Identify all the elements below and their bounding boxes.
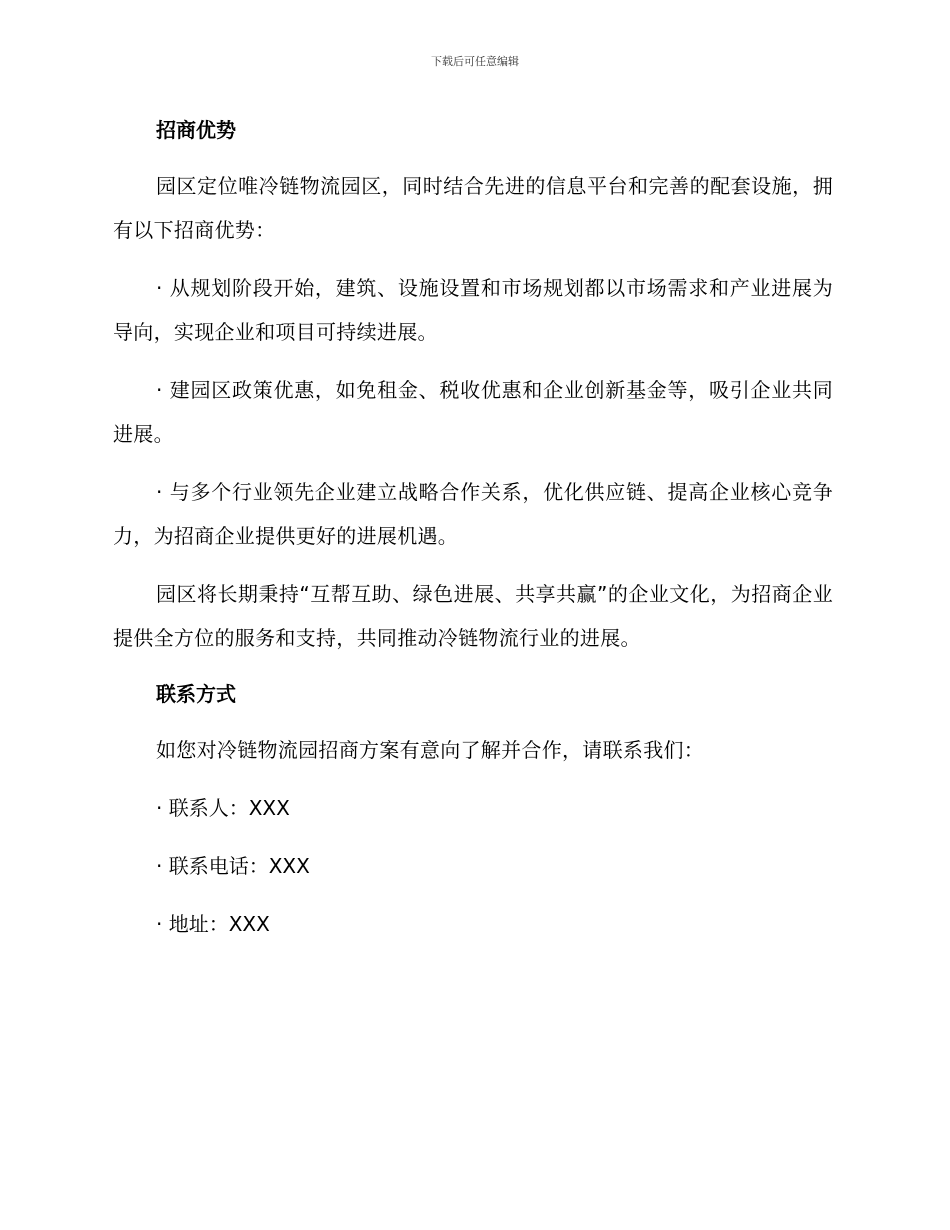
document-body xyxy=(113,110,833,960)
section-title-contact: 联系方式 xyxy=(156,682,236,706)
contact-intro-paragraph: 如您对冷链物流园招商方案有意向了解并合作，请联系我们： xyxy=(156,738,705,762)
advantages-intro-paragraph: 园区定位唯冷链物流园区，同时结合先进的信息平台和完善的配套设施，拥有以下招商优势： xyxy=(113,174,833,242)
advantage-bullet-planning: · 从规划阶段开始，建筑、设施设置和市场规划都以市场需求和产业进展为导向，实现企业和项目可持续进展。 xyxy=(113,276,833,344)
advantages-closing-paragraph: 园区将长期秉持“互帮互助、绿色进展、共享共赢”的企业文化，为招商企业提供全方位的服务和支持，共同推动冷链物流行业的进展。 xyxy=(113,582,833,650)
contact-person-item: · 联系人：XXX xyxy=(156,796,290,820)
advantage-bullet-policy: · 建园区政策优惠，如免租金、税收优惠和企业创新基金等，吸引企业共同进展。 xyxy=(113,378,833,446)
advantage-bullet-partnership: · 与多个行业领先企业建立战略合作关系，优化供应链、提高企业核心竞争力，为招商企业提供更好的进展机遇。 xyxy=(113,480,833,548)
contact-address-item: · 地址：XXX xyxy=(156,912,270,936)
contact-phone-item: · 联系电话：XXX xyxy=(156,854,310,878)
page-header-note: 下载后可任意编辑 xyxy=(431,55,519,68)
section-title-advantages: 招商优势 xyxy=(156,118,236,142)
